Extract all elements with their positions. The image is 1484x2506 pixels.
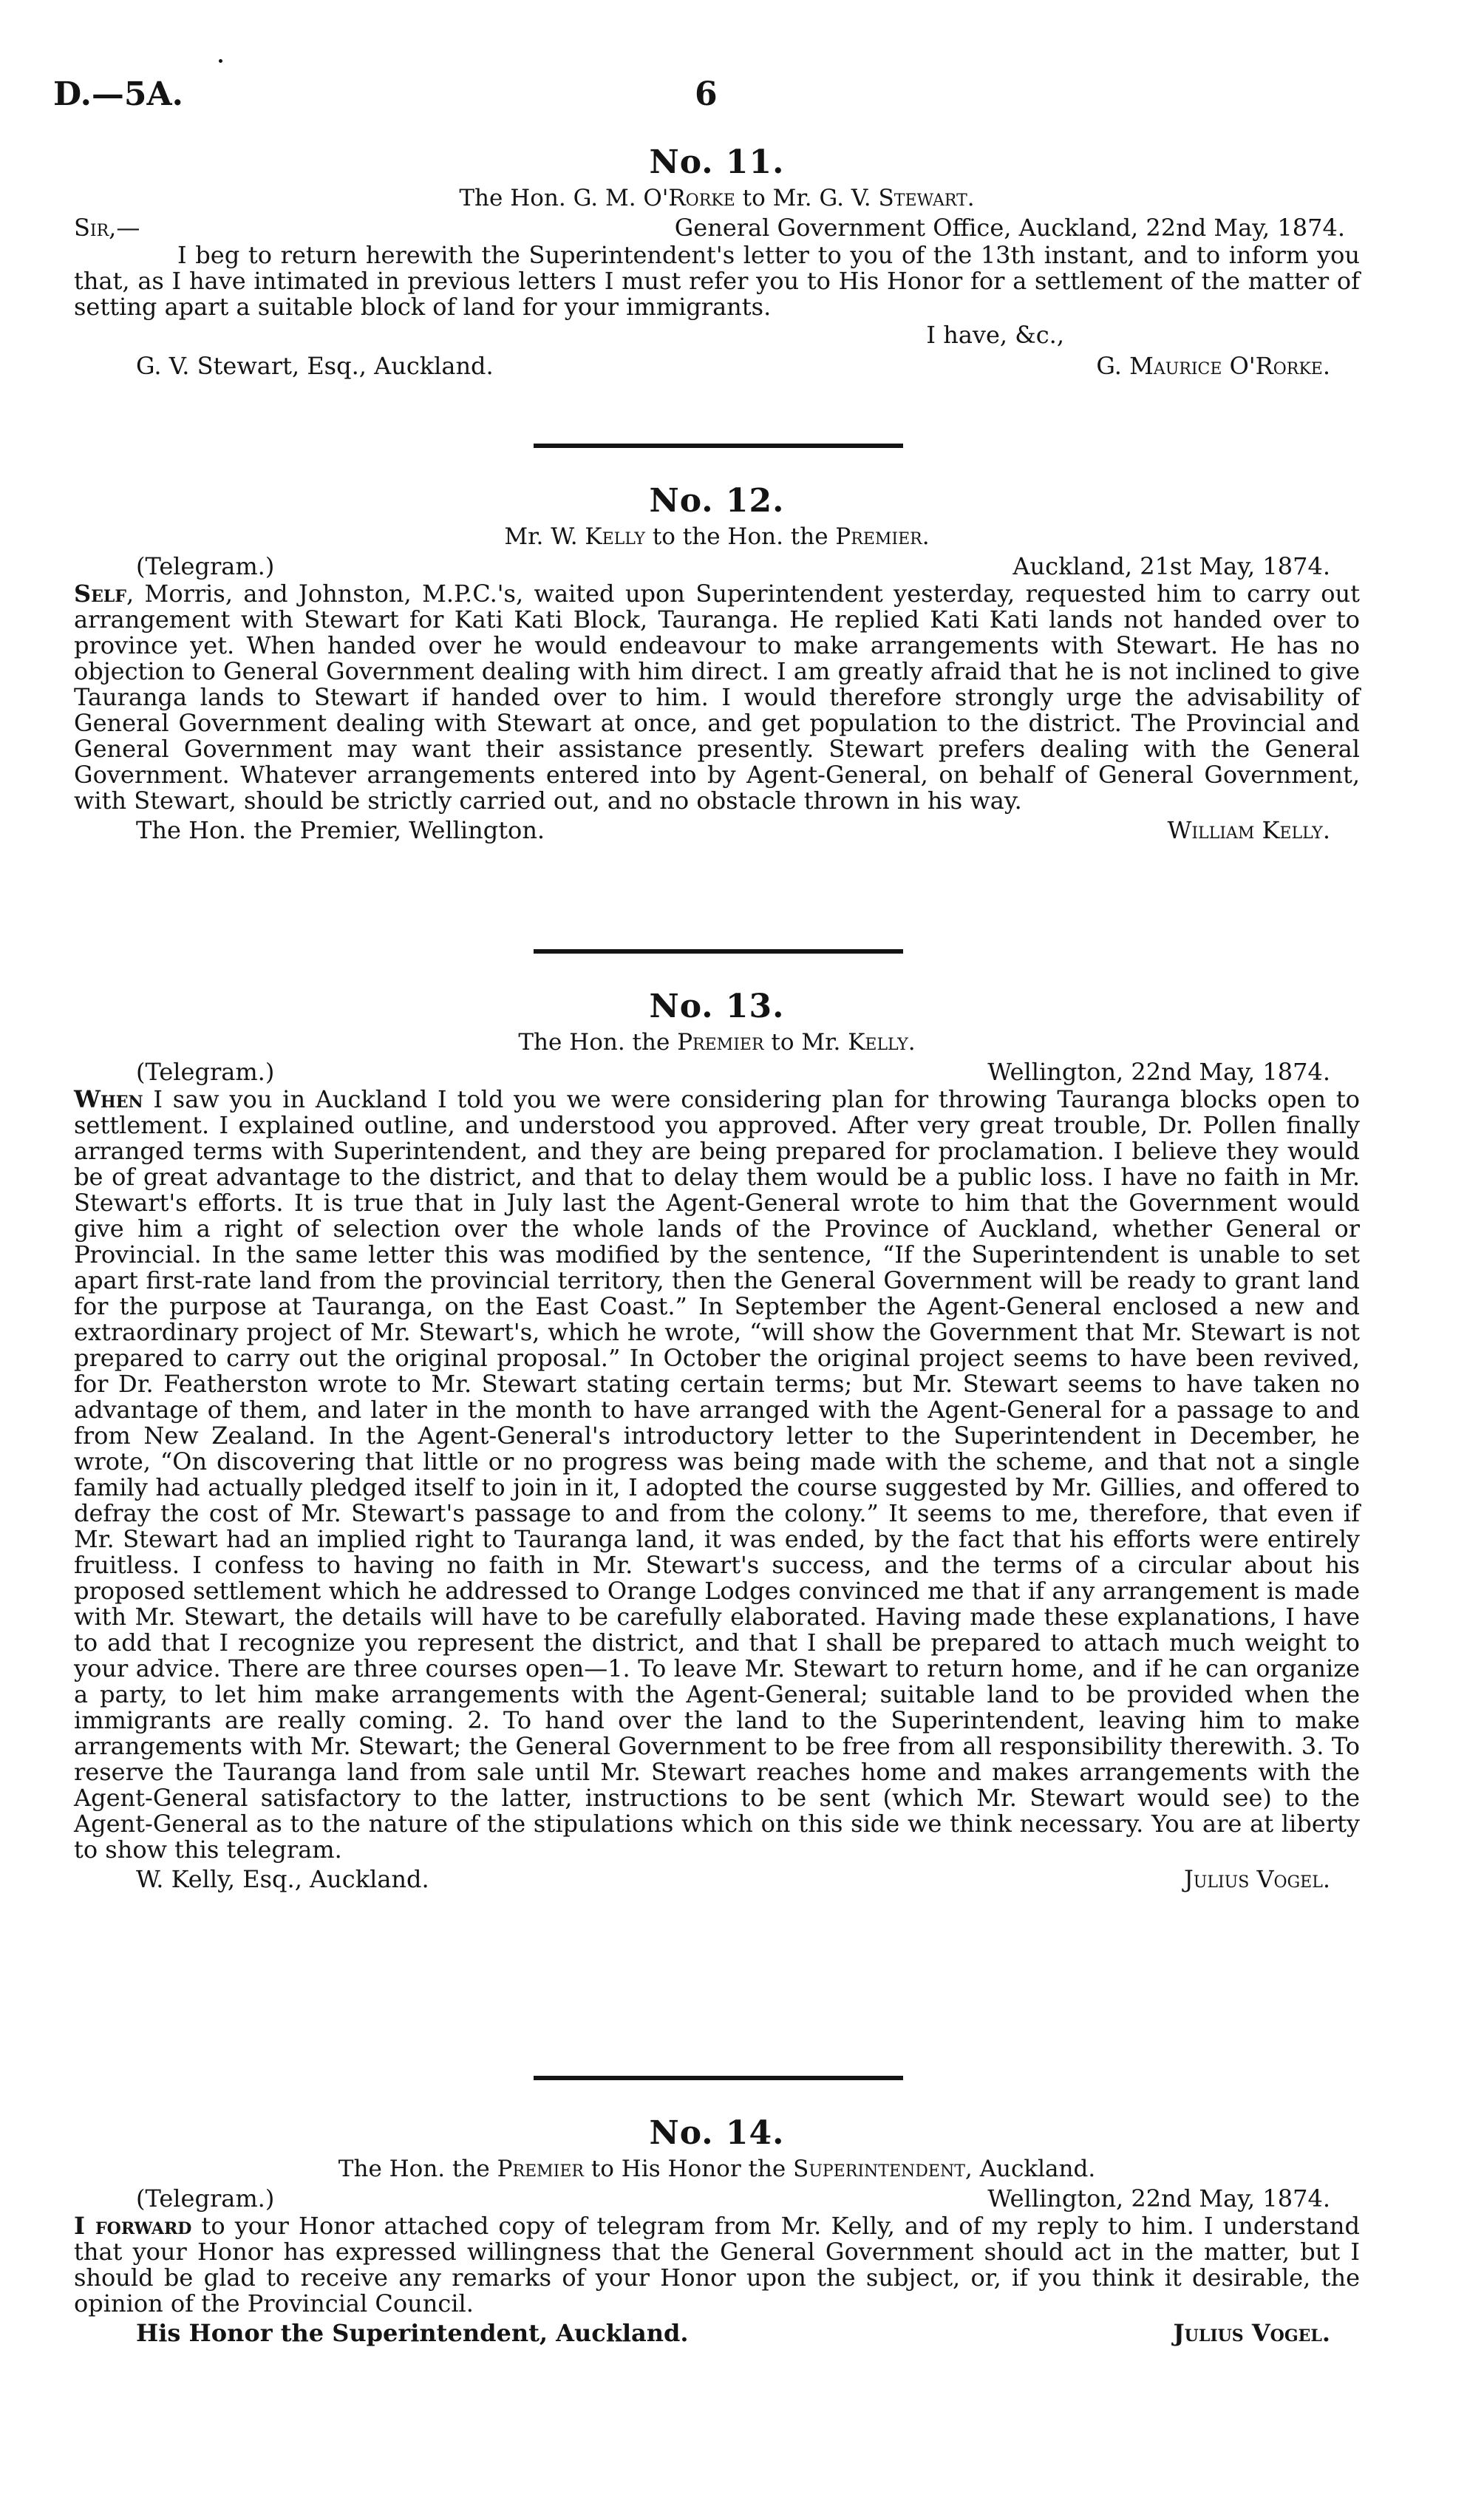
closing: I have, &c., [926, 321, 1064, 349]
letter-title: The Hon. the Premier to Mr. Kelly. [518, 1029, 916, 1056]
signature: Julius Vogel. [1183, 1865, 1330, 1893]
signature: G. Maurice O'Rorke. [1096, 352, 1330, 380]
letter-no-14 [74, 2113, 1360, 2349]
letter-no-12 [74, 481, 1360, 846]
place-date: General Government Office, Auckland, 22nd May, 1874. [674, 214, 1345, 242]
place-date: Wellington, 22nd May, 1874. [987, 1058, 1330, 1086]
letter-title: Mr. W. Kelly to the Hon. the Premier. [504, 523, 930, 550]
letter-number: No. 13. [649, 988, 785, 1025]
telegram-label: (Telegram.) [136, 1058, 275, 1086]
document-reference: D.—5A. [53, 75, 183, 113]
page-number: 6 [695, 75, 718, 113]
letter-meta [74, 2184, 1360, 2213]
signature-line [74, 814, 1360, 846]
letter-no-13 [74, 986, 1360, 1895]
signature: William Kelly. [1167, 816, 1330, 844]
section-divider [534, 949, 903, 954]
signature-line [74, 1863, 1360, 1895]
letter-meta [74, 1057, 1360, 1087]
letter-number: No. 14. [649, 2114, 785, 2152]
letter-no-11 [74, 142, 1360, 382]
addressee: G. V. Stewart, Esq., Auckland. [136, 352, 494, 380]
place-date: Wellington, 22nd May, 1874. [987, 2184, 1330, 2213]
telegram-label: (Telegram.) [136, 2184, 275, 2213]
letter-body: Self, Morris, and Johnston, M.P.C.'s, waited upon Superintendent yesterday, requested him to carry out arrangement with Stewart for Kati Kati Block, Tauranga. He replied Kati Kati lands not handed over to province yet. When handed over he would endeavour to make arrangements with Stewart. He has no objection to General Government dealing with him direct. I am greatly afraid that he is not inclined to give Tauranga lands to Stewart if handed over to him. I would therefore strongly urge the advisability of General Government dealing with Stewart at once, and get population to the district. The Provincial and General Government may want their assistance presently. Stewart prefers dealing with the General Government. Whatever arrangements entered into by Agent-General, on behalf of General Government, with Stewart, should be strictly carried out, and no obstacle thrown in his way. [74, 580, 1360, 815]
salutation: Sir,— [74, 214, 140, 242]
letter-title: The Hon. G. M. O'Rorke to Mr. G. V. Stewart. [459, 185, 975, 211]
signature: Julius Vogel. [1173, 2319, 1330, 2347]
letter-number: No. 11. [649, 143, 785, 181]
letter-title: The Hon. the Premier to His Honor the Superintendent, Auckland. [338, 2156, 1096, 2182]
letter-number: No. 12. [649, 482, 785, 520]
signature-line [74, 2317, 1360, 2349]
addressee: W. Kelly, Esq., Auckland. [136, 1865, 429, 1893]
letter-meta [74, 551, 1360, 581]
letter-body: I beg to return herewith the Superintendent's letter to you of the 13th instant, and to inform you that, as I have intimated in previous letters I must refer you to His Honor for a settlement of the matter of setting apart a suitable block of land for your immigrants. [74, 241, 1360, 321]
addressee: The Hon. the Premier, Wellington. [136, 816, 545, 844]
section-divider [534, 444, 903, 448]
print-speck [219, 59, 222, 63]
addressee: His Honor the Superintendent, Auckland. [136, 2319, 689, 2347]
letter-body: When I saw you in Auckland I told you we were considering plan for throwing Tauranga blocks open to settlement. I explained outline, and understood you approved. After very great trouble, Dr. Pollen finally arranged terms with Superintendent, and they are being prepared for proclamation. I believe they would be of great advantage to the district, and that to delay them would be a public loss. I have no faith in Mr. Stewart's efforts. It is true that in July last the Agent-General wrote to him that the Government would give him a right of selection over the whole lands of the Province of Auckland, whether General or Provincial. In the same letter this was modified by the sentence, “If the Superintendent is unable to set apart first-rate land from the provincial territory, then the General Government will be ready to grant land for the purpose at Tauranga, on the East Coast.” In September the Agent-General enclosed a new and extraordinary project of Mr. Stewart's, which he wrote, “will show the Government that Mr. Stewart is not prepared to carry out the original proposal.” In October the original project seems to have been revived, for Dr. Featherston wrote to Mr. Stewart stating certain terms; but Mr. Stewart seems to have taken no advantage of them, and later in the month to have arranged with the Agent-General for a passage to and from New Zealand. In the Agent-General's introductory letter to the Superintendent in December, he wrote, “On discovering that little or no progress was being made with the scheme, and that not a single family had actually pledged itself to join in it, I adopted the course suggested by Mr. Gillies, and offered to defray the cost of Mr. Stewart's passage to and from the colony.” It seems to me, therefore, that even if Mr. Stewart had an implied right to Tauranga land, it was ended, by the fact that his efforts were entirely fruitless. I confess to having no faith in Mr. Stewart's success, and the terms of a circular about his proposed settlement which he addressed to Orange Lodges convinced me that if any arrangement is made with Mr. Stewart, the details will have to be carefully elaborated. Having made these explanations, I have to add that I recognize you represent the district, and that I shall be prepared to attach much weight to your advice. There are three courses open—1. To leave Mr. Stewart to return home, and if he can organize a party, to let him make arrangements with the Agent-General; suitable land to be provided when the immigrants are really coming. 2. To hand over the land to the Superintendent, leaving him to make arrangements with Mr. Stewart; the General Government to be free from all responsibility therewith. 3. To reserve the Tauranga land from sale until Mr. Stewart reaches home and makes arrangements with the Agent-General satisfactory to the latter, instructions to be sent (which Mr. Stewart would see) to the Agent-General as to the nature of the stipulations which on this side we think necessary. You are at liberty to show this telegram. [74, 1085, 1360, 1864]
telegram-label: (Telegram.) [136, 552, 275, 580]
letter-meta [74, 213, 1360, 242]
section-divider [534, 2076, 903, 2080]
signature-line [74, 350, 1360, 382]
letter-body: I forward to your Honor attached copy of telegram from Mr. Kelly, and of my reply to him. I understand that your Honor has expressed willingness that the General Government should act in the matter, but I should be glad to receive any remarks of your Honor upon the subject, or, if you think it desirable, the opinion of the Provincial Council. [74, 2212, 1360, 2317]
place-date: Auckland, 21st May, 1874. [1012, 552, 1330, 580]
